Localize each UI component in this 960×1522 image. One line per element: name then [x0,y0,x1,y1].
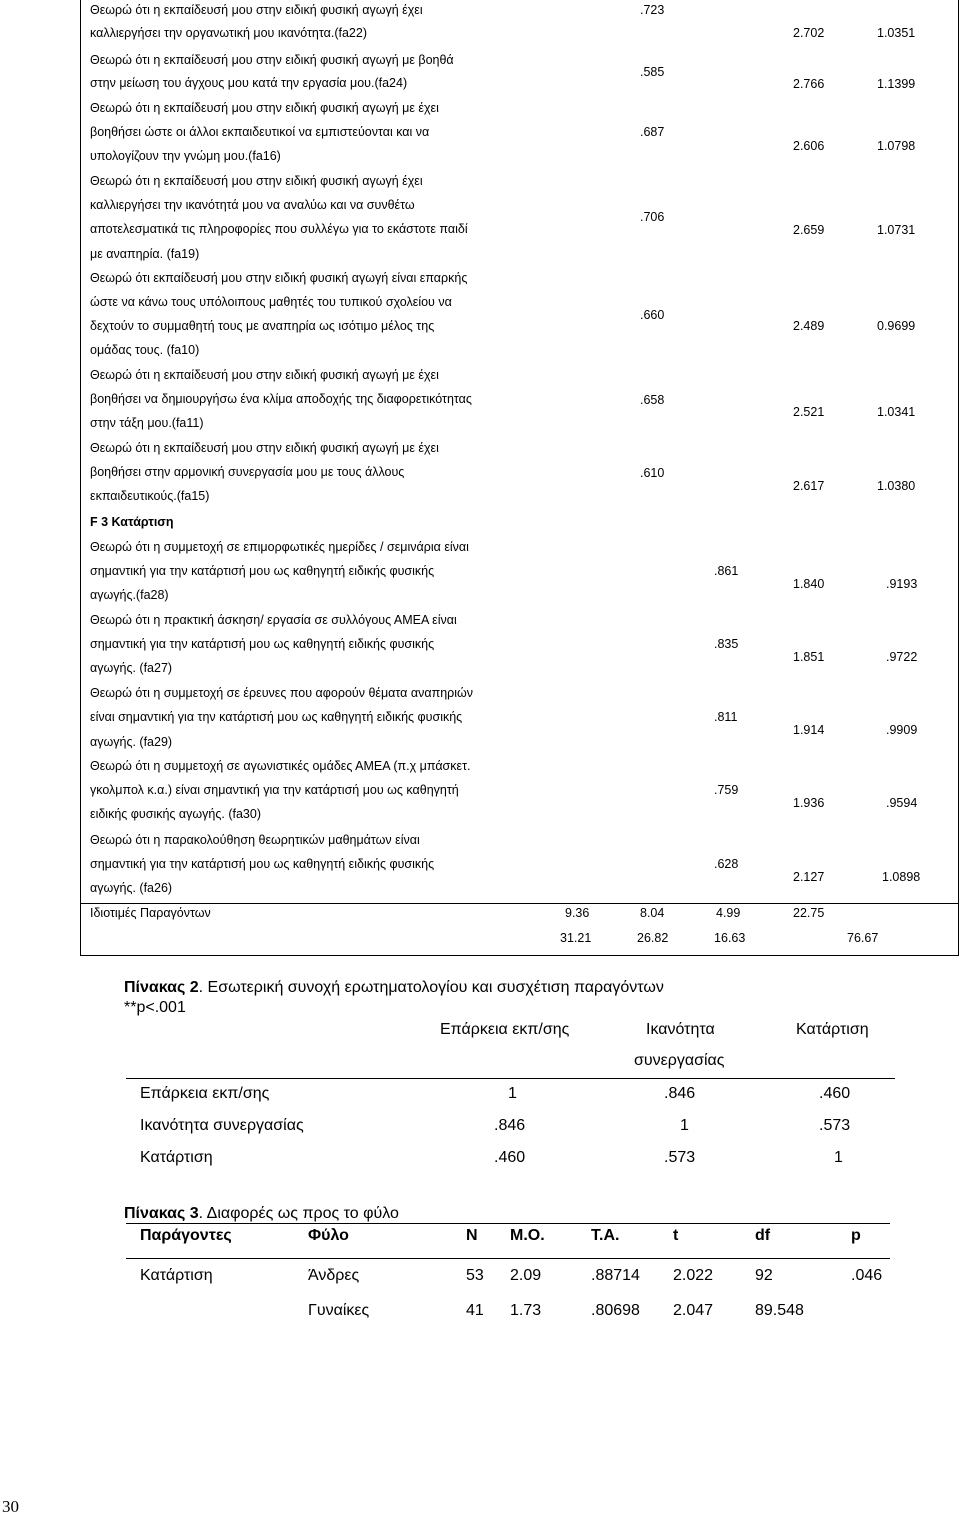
cell-value: .846 [664,1085,696,1102]
item-mean: 2.659 [793,223,825,237]
caption-label: Πίνακας 2 [124,979,199,996]
eigen-row-top-border [80,903,959,904]
item-mean: 1.851 [793,650,825,664]
row-label: Επάρκεια εκπ/σης [140,1085,270,1102]
item-sd: 1.1399 [877,77,916,91]
variance-value: 76.67 [847,931,879,945]
column-header: p [851,1227,861,1244]
item-text-line: Θεωρώ ότι η πρακτική άσκηση/ εργασία σε συλλόγους ΑΜΕΑ είναι [90,613,457,627]
table-caption [124,978,664,998]
item-text-line: βοηθήσει ώστε οι άλλοι εκπαιδευτικοί να εμπιστεύονται και να [90,125,430,139]
item-mean: 2.127 [793,870,825,884]
item-sd: 0.9699 [877,319,916,333]
page-number: 30 [2,1497,19,1516]
item-text-line: Θεωρώ ότι η εκπαίδευσή μου στην ειδική φυσική αγωγή έχει [90,174,423,188]
item-sd: 1.0341 [877,405,916,419]
cell-value: 89.548 [755,1302,804,1319]
column-header: df [755,1227,771,1244]
caption-text: . Εσωτερική συνοχή ερωτηματολογίου και συσχέτιση παραγόντων [198,979,664,996]
factor-loading: .723 [640,3,665,17]
item-text-line: υπολογίζουν την γνώμη μου.(fa16) [90,149,281,163]
caption-label: Πίνακας 3 [124,1205,199,1222]
variance-value: 26.82 [637,931,669,945]
item-text-line: Θεωρώ ότι η εκπαίδευσή μου στην ειδική φυσική αγωγή με βοηθά [90,53,454,67]
item-text-line: Θεωρώ ότι η εκπαίδευσή μου στην ειδική φυσική αγωγή με έχει [90,101,439,115]
cell-value: .88714 [591,1267,640,1284]
grid-line [126,1223,890,1224]
column-header: Ικανότητα [646,1021,715,1038]
caption-text: . Διαφορές ως προς το φύλο [198,1205,399,1222]
item-mean: 2.766 [793,77,825,91]
eigen-value: 4.99 [716,906,741,920]
item-text-line: στην μείωση του άγχους μου κατά την εργασία μου.(fa24) [90,76,408,90]
cell-value: 41 [466,1302,484,1319]
caption-note: **p<.001 [124,999,186,1016]
item-text-line: Θεωρώ ότι η εκπαίδευσή μου στην ειδική φυσική αγωγή με έχει [90,441,439,455]
item-text-line: αγωγής. (fa26) [90,881,173,895]
item-text-line: δεχτούν το συμμαθητή τους με αναπηρία ως ισότιμο μέλος της [90,319,435,333]
item-text-line: αγωγής.(fa28) [90,588,169,602]
item-text-line: αγωγής. (fa27) [90,661,173,675]
item-mean: 2.489 [793,319,825,333]
factor-loading: .658 [640,393,665,407]
cell-value: .046 [851,1267,883,1284]
column-header: συνεργασίας [634,1052,725,1069]
table-border-right [958,0,959,956]
column-header: T.A. [591,1227,620,1244]
item-mean: 2.617 [793,479,825,493]
item-sd: 1.0380 [877,479,916,493]
cell-value: 1.73 [510,1302,542,1319]
factor-loading: .835 [714,637,739,651]
item-text-line: στην τάξη μου.(fa11) [90,416,204,430]
column-header: t [673,1227,679,1244]
row-label: Κατάρτιση [140,1149,213,1166]
item-text-line: Θεωρώ ότι η εκπαίδευσή μου στην ειδική φυσική αγωγή με έχει [90,368,439,382]
item-sd: .9909 [886,723,918,737]
column-header: Παράγοντες [140,1227,232,1244]
item-text-line: με αναπηρία. (fa19) [90,247,200,261]
eigen-value: 22.75 [793,906,825,920]
item-text-line: Θεωρώ ότι η συμμετοχή σε έρευνες που αφορούν θέματα αναπηριών [90,686,474,700]
variance-value: 16.63 [714,931,746,945]
cell-value: .846 [494,1117,526,1134]
factor-loading: .759 [714,783,739,797]
table-border-left [80,0,81,956]
item-text-line: Θεωρώ ότι η συμμετοχή σε αγωνιστικές ομάδες ΑΜΕΑ (π.χ μπάσκετ. [90,759,471,773]
factor-loading: .706 [640,210,665,224]
factor-loading: .687 [640,125,665,139]
cell-value: .573 [819,1117,851,1134]
row-label: Ικανότητα συνεργασίας [140,1117,304,1134]
item-mean: 2.606 [793,139,825,153]
item-text-line: Θεωρώ ότι η συμμετοχή σε επιμορφωτικές ημερίδες / σεμινάρια είναι [90,540,469,554]
item-mean: 1.840 [793,577,825,591]
table-border-bottom [80,955,959,956]
eigen-value: 8.04 [640,906,665,920]
factor-loading: .610 [640,466,665,480]
cell-value: .573 [664,1149,696,1166]
item-text-line: αγωγής. (fa29) [90,735,173,749]
grid-line [126,1258,890,1259]
item-text-line: βοηθήσει στην αρμονική συνεργασία μου με τους άλλους [90,465,405,479]
eigen-label: Ιδιοτιμές Παραγόντων [90,906,211,920]
variance-value: 31.21 [560,931,592,945]
factor-loading: .811 [714,710,738,724]
item-sd: .9594 [886,796,918,810]
section-heading: F 3 Κατάρτιση [90,515,174,529]
item-text-line: αποτελεσματικά τις πληροφορίες που συλλέγω για το εκάστοτε παιδί [90,222,468,236]
cell-value: Άνδρες [308,1267,360,1284]
factor-loading: .660 [640,308,665,322]
item-text-line: Θεωρώ ότι εκπαίδευσή μου στην ειδική φυσική αγωγή είναι επαρκής [90,271,468,285]
item-mean: 1.914 [793,723,825,737]
cell-value: Κατάρτιση [140,1267,213,1284]
item-text-line: ομάδας τους. (fa10) [90,343,200,357]
table-rule [126,1078,895,1079]
item-sd: 1.0731 [877,223,916,237]
item-text-line: εκπαιδευτικούς.(fa15) [90,489,210,503]
cell-value: 1 [834,1149,843,1166]
cell-value: .460 [819,1085,851,1102]
factor-loading: .628 [714,857,739,871]
item-text-line: είναι σημαντική για την κατάρτισή μου ως καθηγητή ειδικής φυσικής [90,710,463,724]
cell-value: .80698 [591,1302,640,1319]
item-text-line: γκολμπολ κ.α.) είναι σημαντική για την κατάρτισή μου ως καθηγητή [90,783,459,797]
item-sd: 1.0898 [882,870,921,884]
item-mean: 2.702 [793,26,825,40]
item-mean: 1.936 [793,796,825,810]
factor-loading: .861 [714,564,739,578]
item-sd: 1.0351 [877,26,916,40]
cell-value: .460 [494,1149,526,1166]
item-text-line: καλλιεργήσει την ικανότητά μου να αναλύω και να συνθέτω [90,198,415,212]
item-sd: 1.0798 [877,139,916,153]
table-caption [124,1204,399,1224]
item-sd: .9722 [886,650,918,664]
cell-value: Γυναίκες [308,1302,370,1319]
cell-value: 92 [755,1267,773,1284]
cell-value: 2.022 [673,1267,714,1284]
factor-loading: .585 [640,65,665,79]
item-text-line: καλλιεργήσει την οργανωτική μου ικανότητα.(fa22) [90,26,367,40]
item-text-line: σημαντική για την κατάρτισή μου ως καθηγητή ειδικής φυσικής [90,857,435,871]
cell-value: 2.047 [673,1302,714,1319]
cell-value: 53 [466,1267,484,1284]
item-text-line: ώστε να κάνω τους υπόλοιπους μαθητές του τυπικού σχολείου να [90,295,452,309]
column-header: M.O. [510,1227,545,1244]
cell-value: 1 [680,1117,689,1134]
item-text-line: σημαντική για την κατάρτισή μου ως καθηγητή ειδικής φυσικής [90,564,435,578]
item-text-line: βοηθήσει να δημιουργήσω ένα κλίμα αποδοχής της διαφορετικότητας [90,392,472,406]
cell-value: 1 [508,1085,517,1102]
item-mean: 2.521 [793,405,825,419]
item-text-line: σημαντική για την κατάρτισή μου ως καθηγητή ειδικής φυσικής [90,637,435,651]
item-text-line: Θεωρώ ότι η παρακολούθηση θεωρητικών μαθημάτων είναι [90,833,420,847]
column-header: Επάρκεια εκπ/σης [440,1021,570,1038]
column-header: Φύλο [308,1227,349,1244]
cell-value: 2.09 [510,1267,542,1284]
item-sd: .9193 [886,577,918,591]
item-text-line: Θεωρώ ότι η εκπαίδευσή μου στην ειδική φυσική αγωγή έχει [90,3,423,17]
eigen-value: 9.36 [565,906,590,920]
column-header: N [466,1227,478,1244]
column-header: Κατάρτιση [796,1021,869,1038]
item-text-line: ειδικής φυσικής αγωγής. (fa30) [90,807,261,821]
